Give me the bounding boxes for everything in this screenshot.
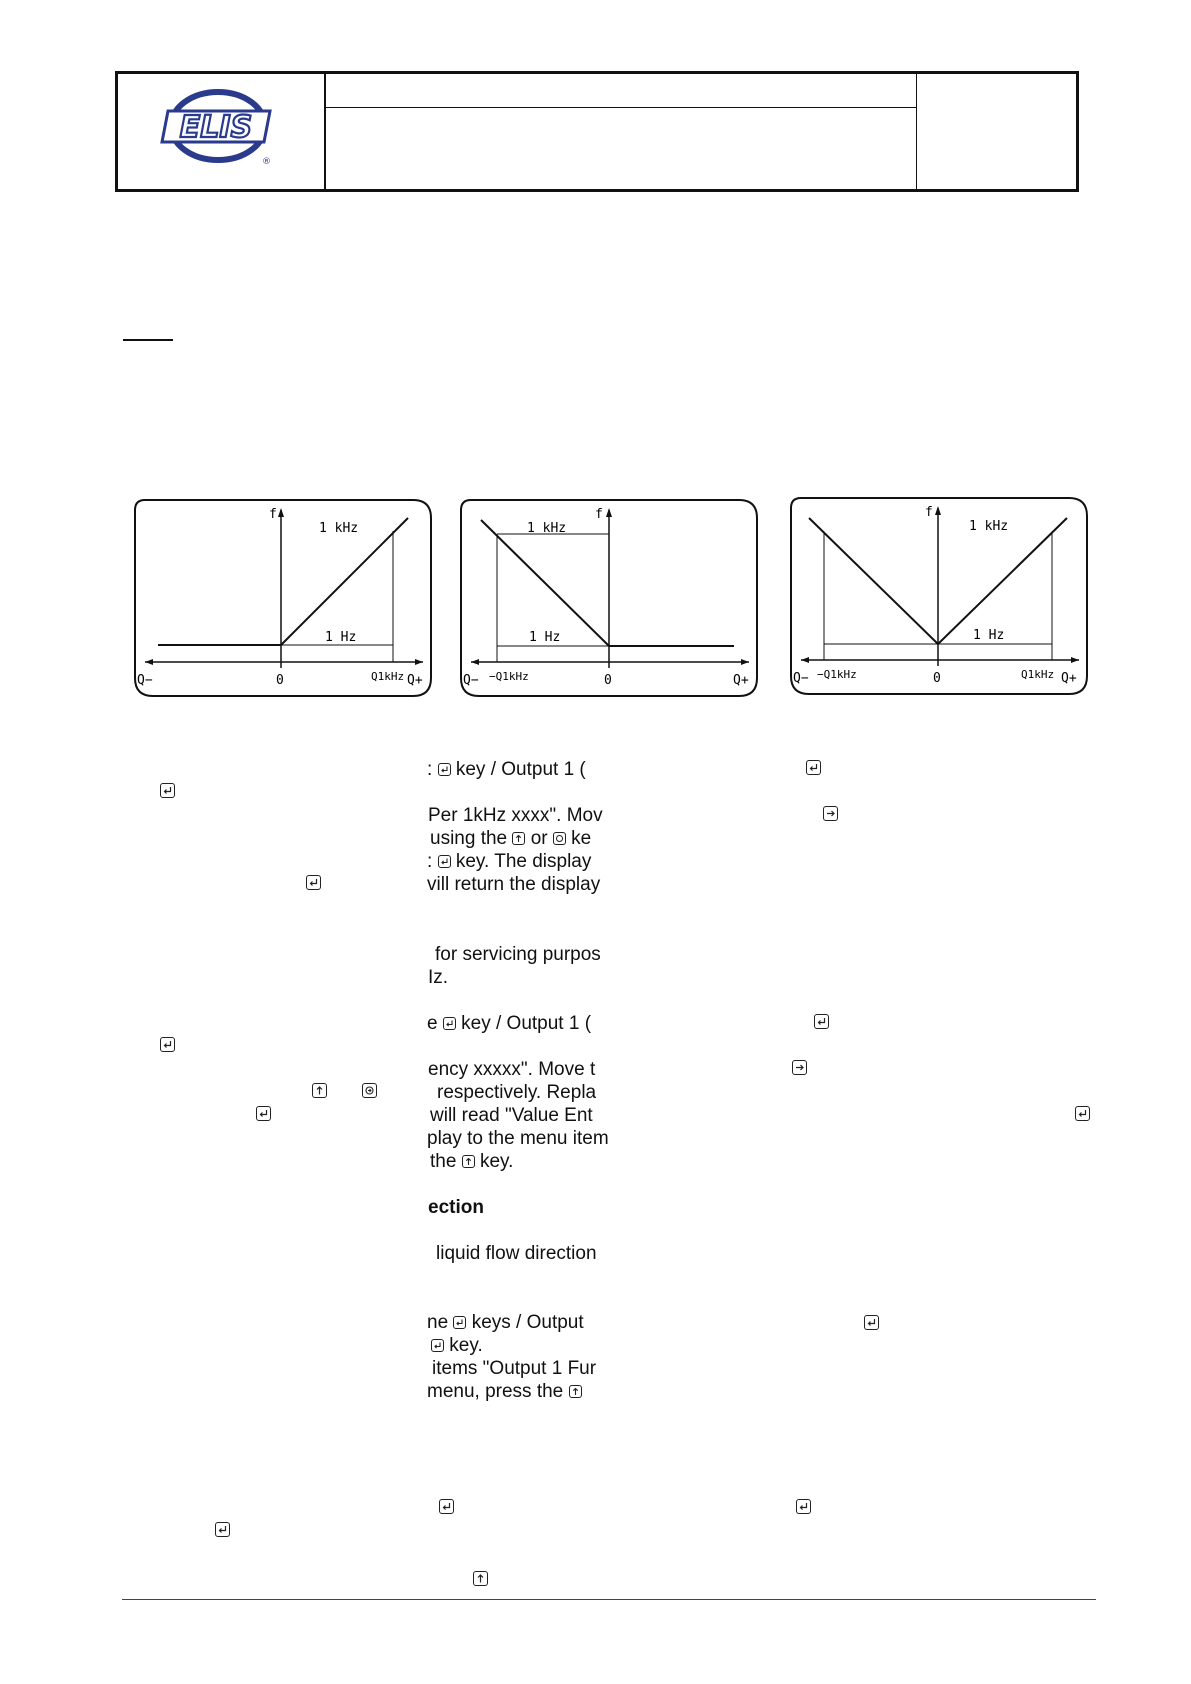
next-key-icon (362, 1083, 377, 1098)
chart-positive-flow (133, 498, 433, 698)
enter-key-icon (806, 760, 821, 775)
zero-label: 0 (604, 673, 612, 688)
section-heading: ection (428, 1197, 484, 1218)
x-pos-label: Q+ (407, 673, 423, 688)
x-arrow-left (145, 659, 153, 665)
enter-key-icon (1075, 1106, 1090, 1121)
text-line: for servicing purpos (435, 944, 601, 965)
neg-q1khz-label: −Q1kHz (489, 670, 529, 683)
enter-key-icon (431, 1339, 444, 1352)
up-key-icon (512, 832, 525, 845)
zero-label: 0 (933, 671, 941, 686)
bottom-label: 1 Hz (529, 630, 561, 645)
logo-registered-mark: ® (262, 157, 271, 167)
q1khz-label: Q1kHz (1021, 668, 1055, 681)
enter-key-icon (814, 1014, 829, 1029)
enter-key-icon (864, 1315, 879, 1330)
x-arrow-left (471, 659, 479, 665)
output-line (281, 518, 408, 645)
text-line: vill return the display (427, 874, 601, 895)
up-key-icon (312, 1083, 327, 1098)
up-key-icon (462, 1155, 475, 1168)
text-line: will read "Value Ent (430, 1105, 593, 1126)
text-line: play to the menu item (427, 1128, 609, 1149)
output-line-right (938, 518, 1067, 644)
text-line: : key / Output 1 ( (427, 759, 586, 780)
bottom-label: 1 Hz (325, 630, 357, 645)
note-underline (123, 339, 173, 341)
logo-text: ELIS (179, 110, 253, 145)
up-key-icon (569, 1385, 582, 1398)
q1khz-label: Q1kHz (371, 670, 405, 683)
bottom-label: 1 Hz (973, 628, 1005, 643)
enter-key-icon (160, 1037, 175, 1052)
header-divider (916, 74, 917, 189)
neg-q1khz-label: −Q1kHz (817, 668, 857, 681)
chart-frame (791, 498, 1087, 694)
next-key-icon (553, 832, 566, 845)
enter-key-icon (443, 1017, 456, 1030)
enter-key-icon (796, 1499, 811, 1514)
text-line: : key. The display (427, 851, 592, 872)
chart-negative-flow (459, 498, 759, 698)
header-divider (324, 74, 326, 189)
text-line: liquid flow direction (436, 1243, 597, 1264)
x-arrow-right (415, 659, 423, 665)
y-arrow (935, 506, 941, 515)
text-line: respectively. Repla (437, 1082, 597, 1103)
x-pos-label: Q+ (733, 673, 749, 688)
x-neg-label: Q− (793, 671, 809, 686)
x-neg-label: Q− (137, 673, 153, 688)
right-key-icon (823, 806, 838, 821)
top-label: 1 kHz (527, 521, 567, 536)
text-line: the key. (430, 1151, 514, 1172)
zero-label: 0 (276, 673, 284, 688)
text-line: key. (431, 1335, 483, 1357)
output-line-left (809, 518, 938, 644)
text-line: menu, press the (427, 1381, 582, 1403)
enter-key-icon (256, 1106, 271, 1121)
x-neg-label: Q− (463, 673, 479, 688)
right-key-icon (792, 1060, 807, 1075)
x-arrow-right (1071, 657, 1079, 663)
text-line: items "Output 1 Fur (432, 1358, 597, 1379)
x-arrow-left (801, 657, 809, 663)
y-arrow (278, 508, 284, 517)
text-line: using the or ke (430, 828, 592, 849)
text-line: e key / Output 1 ( (427, 1013, 592, 1034)
text-line: Iz. (428, 967, 449, 988)
up-key-icon (473, 1571, 488, 1586)
enter-key-icon (438, 763, 451, 776)
text-line: ne keys / Output (427, 1312, 584, 1333)
text-line: Per 1kHz xxxx". Mov (428, 805, 603, 826)
footer-rule (122, 1599, 1096, 1600)
enter-key-icon (438, 855, 451, 868)
y-arrow (606, 508, 612, 517)
x-arrow-right (741, 659, 749, 665)
y-label: f (595, 507, 603, 522)
top-label: 1 kHz (319, 521, 359, 536)
text-line: ency xxxxx". Move t (428, 1059, 596, 1080)
chart-bidirectional-flow (789, 496, 1089, 696)
enter-key-icon (439, 1499, 454, 1514)
elis-logo (158, 84, 278, 169)
top-label: 1 kHz (969, 519, 1009, 534)
y-label: f (925, 505, 933, 520)
enter-key-icon (453, 1316, 466, 1329)
x-pos-label: Q+ (1061, 671, 1077, 686)
document-header (115, 71, 1079, 192)
output-line (481, 520, 609, 646)
enter-key-icon (160, 783, 175, 798)
enter-key-icon (306, 875, 321, 890)
enter-key-icon (215, 1522, 230, 1537)
header-divider (325, 107, 916, 108)
y-label: f (269, 507, 277, 522)
chart-frame (135, 500, 431, 696)
